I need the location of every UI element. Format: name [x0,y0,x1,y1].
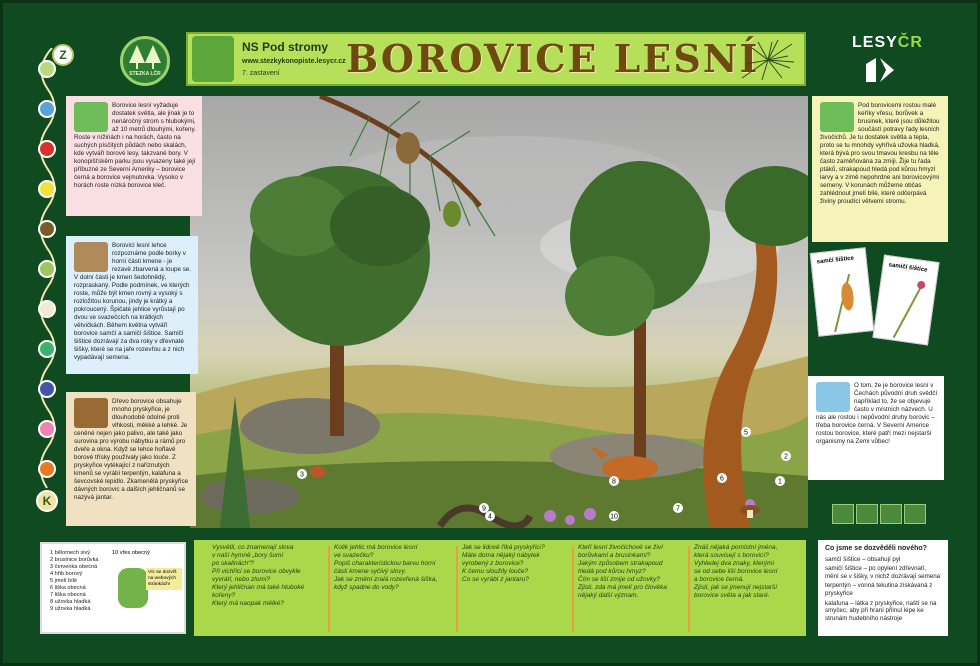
glossary-item: terpentýn – vonná tekutina získávaná z pryskyřice [825,582,933,597]
lesy-cr-logo [852,34,923,52]
female-cone-label: samičí šištice [888,262,928,274]
question-line: Zjisti, jak se jmenují nejstarší [694,584,778,591]
painting-number: 9 [482,505,486,513]
no-picking-icon [880,504,902,524]
trail-path [28,48,68,518]
legend-item: 7 liška obecná [50,592,86,598]
trail-stop-dot [38,460,56,478]
glossary-heading: Co jsme se dozvěděli nového? [825,545,927,552]
question-line: Který má naopak mělké? [212,600,284,607]
stezka-logo [120,36,170,86]
question-line: po skalinách“? [212,560,254,567]
trail-stop-dot [38,100,56,118]
rules-icons [832,504,928,529]
painting-number: 4 [488,513,492,521]
question-line: K čemu sloužily louče? [462,568,529,575]
question-line: a borovice černá. [694,576,744,583]
header-band [186,32,806,86]
legend-item: 3 červenka obecná [50,564,98,570]
question-line: Vysvětli, co znamenají slova [212,544,294,551]
no-fire-icon [832,504,854,524]
trail-stop-dot [38,220,56,238]
mascot-icon [192,36,234,82]
wood-text: Dřevo borovice obsahuje mnoho pryskyřice, je dlouhodobě odolné proti vlhkosti, měkké a lehké. Je ceněné nejen jako palivo, ale také jako surovina pro výrobu nábytku a rámů pro dveře a okna. Když se lehce hořlavé borové třísky používaly jako louče. Z pryskyřice vytékající z naříznutých kmenů se vyrábí terpentýn, kalafuna a ševcovské lepidlo. Zkamenělá pryskyřice dávných borovic a dalších jehličnanů se nazývá jantar. [74,398,189,501]
legend-book [40,542,186,634]
trail-stop-dot [38,140,56,158]
questions-divider [688,546,690,632]
questions-col-5 [694,544,812,600]
question-line: Zjisti, zda má jmelí pro člověka [578,584,667,591]
questions-col-2 [334,544,452,592]
question-line: Znáš nějaká pomístní jména, [694,544,778,551]
origin-box [808,376,944,480]
shelter-box [812,96,948,242]
trail-start-badge: Z [52,44,74,66]
questions-col-3 [462,544,580,584]
forest-scene [190,96,808,528]
question-line: která souvisejí s borovicí? [694,552,769,559]
legend-item: 1 bělomech sivý [50,550,91,556]
painting-number: 5 [744,429,748,437]
female-cone-card [872,255,939,346]
habitat-box [66,96,202,216]
question-line: ve svazečku? [334,552,374,559]
painting-number: 3 [300,471,304,479]
web-bubble: Víc se dozvíš na webových stránkách! [146,568,182,590]
question-line: vyrobený z borovice? [462,560,524,567]
forest-painting [190,96,808,528]
trail-stop-dot [38,180,56,198]
question-line: Co se vyrábí z jantaru? [462,576,529,583]
question-line: Popiš charakteristickou barvu horní [334,560,436,567]
male-cone-card [810,247,874,336]
question-line: v naší hymně „bory šumí [212,552,284,559]
habitat-text: Borovice lesní vyžaduje dostatek světla, ale jinak je to nenáročný strom s hlubokými, až 10 metrů dlouhými, kořeny. Roste v nížinách i na horách, často na suchých písčitých půdách nebo skalách, kde vytváří borové lesy, takzvané bory. V konopišťském parku jsou vysazeny také její příbuzné ze Severní Ameriky – borovice černá a borovice vejmutovka. Vysoko v horách roste nízká borovice kleč. [74,102,196,189]
painting-number: 10 [610,513,618,521]
glossary-item: samičí šištice – po opylení zdřevnatí, mění se v šišky, v nichž dozrávají semena [825,565,941,580]
painting-number: 1 [778,478,782,486]
question-line: Při vichřici se borovice obvykle [212,568,301,575]
questions-col-4 [578,544,696,600]
mascot-icon-small [118,568,148,608]
trail-stop-dot [38,380,56,398]
glossary-item: kalafuna – látka z pryskyřice, naští se na smyčec, aby při hraní přilnul lépe ke strunám hudebního nástroje [825,599,937,622]
bark-text: Borovicí lesní lehce rozpoznáme podle borky v horní části kmene - je rezavě zbarvená a loupe se. V dolní části je kmen šedohnědý, rozpraskaný. Podle podmínek, ve kterých roste, může být kmen rovný a vysoký s rozložitou korunou, jindy je krátký a pokroucený. Špičaté jehlice vyrůstají po dvou ve svazečcích na krátkých větvičkách. Během května vytváří borovice samčí a samičí šištice. Samičí šištice dozrávají za dva roky v dřevnaté šišky, které se na jaře rozevřou a z nich vypadávají semena. [74,242,192,361]
questions-col-1 [212,544,330,608]
trail-end-badge: K [36,490,58,512]
question-line: když spadne do vody? [334,584,399,591]
questions-divider [572,546,574,632]
site-name: NS Pod stromy [242,40,329,54]
tree-bare-icon [74,242,108,272]
male-cone-label: samčí šištice [816,255,855,266]
question-line: vyvrátí, nebo zlomí? [212,576,271,583]
question-line: Vyhledej dva znaky, kterými [694,560,774,567]
question-line: nějaký další význam. [578,592,639,599]
trail-stop-dot [38,420,56,438]
question-line: Jak se lidově říká pryskyřici? [462,544,545,551]
wood-box [66,392,196,526]
painting-number: 2 [784,453,788,461]
tree-globe-icon [816,382,850,412]
question-line: Kolik jehlic má borovice lesní [334,544,418,551]
logo-cr: ČR [897,34,923,51]
legend-item: 4 hřib borový [50,571,83,577]
stezka-logo-text: STEZKA LČR [129,71,161,77]
pine-sprig-icon [738,38,796,82]
question-line: Máte doma nějaký nábytek [462,552,540,559]
legend-item: 9 užovka hladká [50,606,91,612]
glossary-book [818,540,948,636]
origin-text: O tom, že je borovice lesní v Čechách původní druh svědčí například to, že se objevuje často v místních názvech. U nás ale rostou i nepůvodní druhy borovic – třeba borovice černá. V Severní Americe rostou borovice, které patří mezi nejstarší organismy na Zemi vůbec! [816,382,938,445]
no-trash-icon [904,504,926,524]
trail-stop-dot [38,260,56,278]
questions-divider [328,546,330,632]
trail-stop-dot [38,300,56,318]
bark-box [66,236,198,374]
tree-round-icon [820,102,854,132]
legend-item: 5 jmelí bílé [50,578,78,584]
legend-item: 8 užovka hladká [50,599,91,605]
question-line: Čím se liší zmije od užovky? [578,576,660,583]
question-line: Kteří lesní živočichové se živí [578,544,663,551]
landscape-icon [74,102,108,132]
lesy-cr-arrow-icon [862,58,896,82]
question-line: Jakým způsobem strakapoud [578,560,663,567]
logo-lesy: LESY [852,34,898,51]
painting-number: 7 [676,505,680,513]
shelter-text: Pod borovicemi rostou malé keříky vřesu, borůvek a brusinek, které jsou důležitou součástí potravy řady lesních živočichů. Je tu dostatek světla a tepla, proto se tu mnohdy vyhřívá užovka hladká, která bývá pro svou tmavou kresbu na těle často zaměňována za zmiji. Žije tu řada ptáků, strakapoud hledá pod kůrou hmyzí larvy a v zimě nepohrdne ani borovicovými semeny. V korunách můžeme občas zahlédnout jmelí bílé, které odčerpává živiny proudící větvemi stromu. [820,102,940,205]
question-line: borůvkami a brusinkami? [578,552,651,559]
legend-item-10: 10 vřes obecný [112,550,150,556]
question-line: Který jehličnan má také hluboké [212,584,305,591]
legend-item: 6 liška obecná [50,585,86,591]
glossary-item: samčí šištice – obsahují pyl [825,555,901,563]
question-line: Jak se změní zralá rozevřená šiška, [334,576,438,583]
stop-number: 7. zastavení [242,70,280,77]
stump-axe-icon [74,398,108,428]
question-line: kořeny? [212,592,236,599]
site-url: www.stezkykonopiste.lesycr.cz [242,58,346,65]
no-music-icon [856,504,878,524]
trail-stop-dot [38,60,56,78]
question-line: části kmene syčivý slovy. [334,568,407,575]
page-title: BOROVICE LESNÍ [346,36,760,81]
question-line: hledá pod kůrou hmyz? [578,568,646,575]
question-line: borovice světa a jak staré. [694,592,770,599]
question-line: se od sebe liší borovice lesní [694,568,778,575]
painting-number: 6 [720,475,724,483]
legend-item: 2 brusinice borůvka [50,557,99,563]
trail-stop-dot [38,340,56,358]
questions-divider [456,546,458,632]
painting-number: 8 [612,478,616,486]
